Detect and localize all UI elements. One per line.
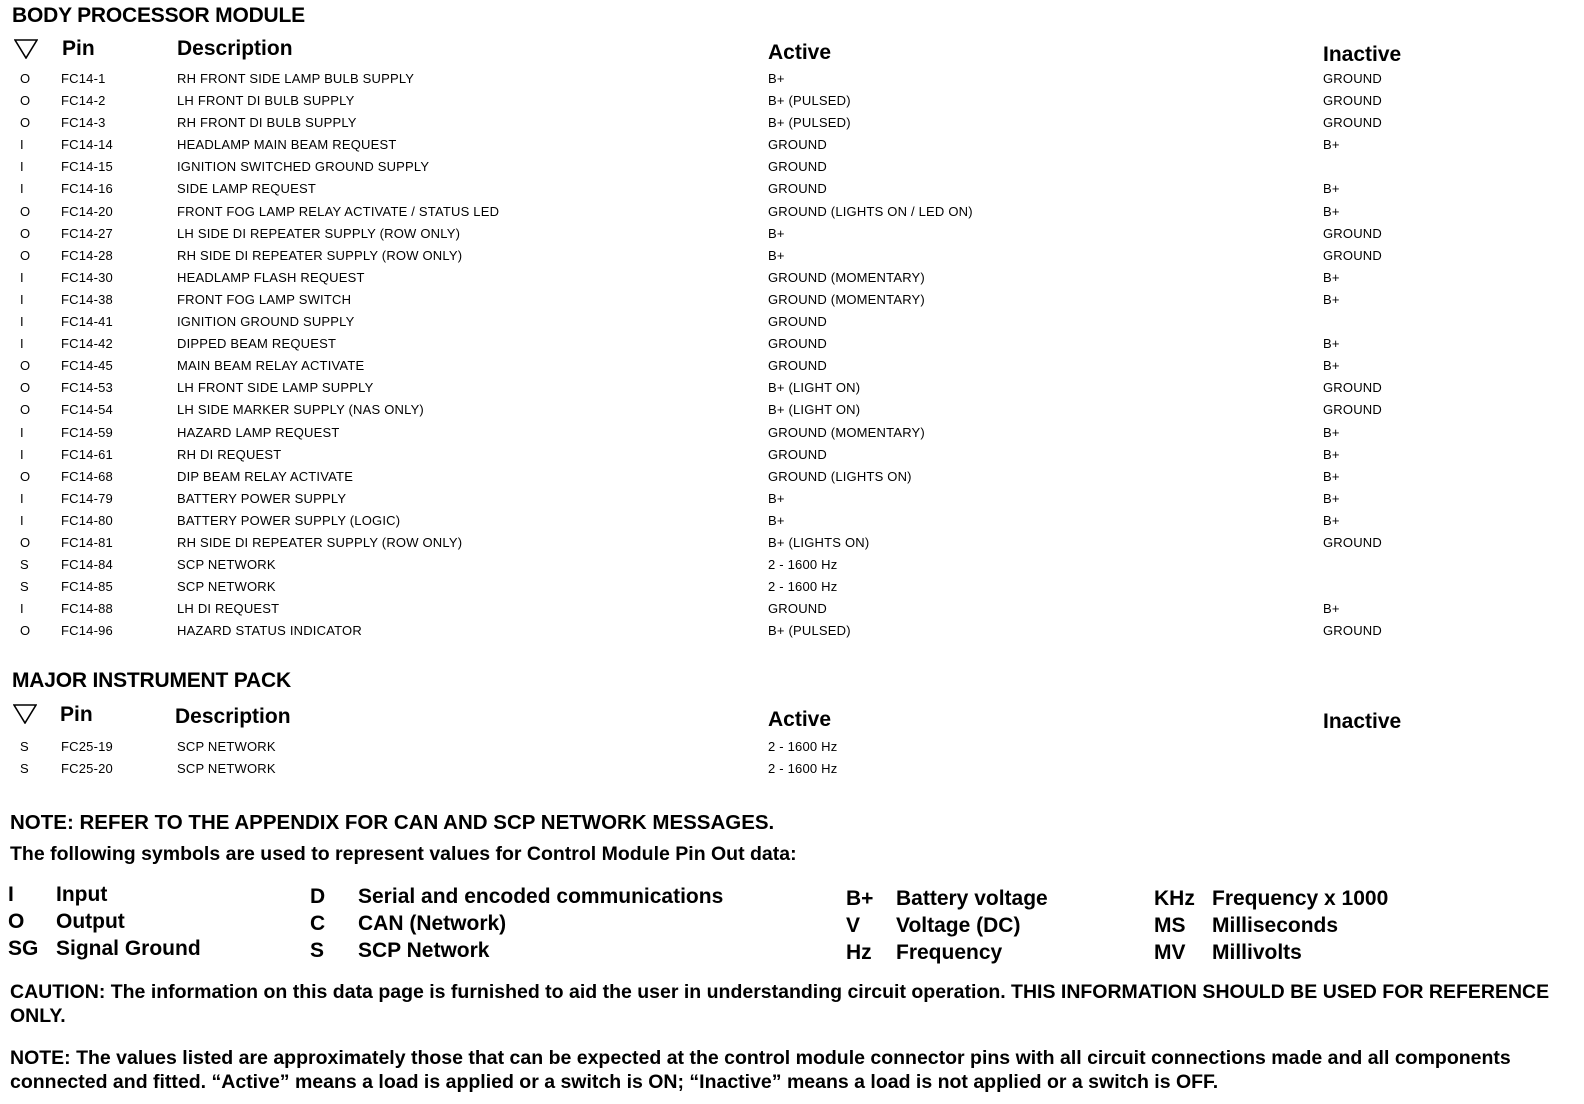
column-header-description: Description [175,705,291,728]
legend-symbol: B+ [846,887,874,910]
io-code: S [20,739,29,754]
active-value: B+ [768,512,785,528]
pin-id: FC14-27 [61,225,113,241]
io-code: O [20,247,31,263]
pin-description: BATTERY POWER SUPPLY (LOGIC) [177,512,401,528]
active-value: GROUND (LIGHTS ON) [768,468,912,484]
pin-id: FC14-30 [61,269,113,285]
table-row [0,178,1584,200]
legend-symbol: C [310,912,326,935]
active-value: B+ (LIGHT ON) [768,402,861,418]
active-value: B+ (LIGHTS ON) [768,534,870,550]
table-row [0,758,1584,780]
table-row [0,576,1584,598]
pin-description: IGNITION GROUND SUPPLY [177,314,355,330]
legend-symbol: KHz [1154,887,1195,910]
pin-description: RH SIDE DI REPEATER SUPPLY (ROW ONLY) [177,247,463,263]
table-row [0,444,1584,466]
io-code: S [20,579,29,595]
active-value: B+ [768,71,785,86]
inactive-value: B+ [1323,358,1340,374]
legend-meaning: Voltage (DC) [896,914,1021,937]
pin-id: FC14-88 [61,601,113,617]
legend-meaning: CAN (Network) [358,912,507,935]
io-code: I [20,490,24,506]
table-row [0,68,1584,90]
legend-meaning: Battery voltage [896,887,1048,910]
inactive-value: B+ [1323,601,1340,617]
active-value: B+ [768,247,785,263]
inactive-value: B+ [1323,512,1340,528]
column-header-active: Active [768,41,832,64]
active-value: GROUND [768,336,827,352]
table-row [0,201,1584,223]
pin-description: SCP NETWORK [177,579,276,595]
pin-description: LH SIDE MARKER SUPPLY (NAS ONLY) [177,402,424,418]
io-code: I [20,291,24,307]
table-row [0,311,1584,333]
pin-id: FC14-79 [61,490,113,506]
table-row [0,245,1584,267]
triangle-down-icon [14,39,38,59]
legend-symbol: Hz [846,941,872,964]
table-row [0,554,1584,576]
table-row [0,377,1584,399]
legend-meaning: SCP Network [358,939,490,962]
active-value: 2 - 1600 Hz [768,739,838,754]
active-value: GROUND (MOMENTARY) [768,424,925,440]
legend-meaning: Output [56,910,125,933]
io-code: O [20,358,31,374]
pin-id: FC14-85 [61,579,113,595]
active-value: GROUND [768,358,827,374]
io-code: I [20,181,24,197]
io-code: I [20,336,24,352]
inactive-value: GROUND [1323,93,1382,109]
table-row [0,399,1584,421]
pin-description: HAZARD LAMP REQUEST [177,424,340,440]
inactive-value: B+ [1323,291,1340,307]
table-row [0,488,1584,510]
legend-symbol: MV [1154,941,1186,964]
table-row [0,355,1584,377]
pin-id: FC14-61 [61,446,113,462]
pin-description: RH FRONT SIDE LAMP BULB SUPPLY [177,71,415,86]
pin-id: FC14-28 [61,247,113,263]
pin-id: FC14-53 [61,380,113,396]
inactive-value: B+ [1323,269,1340,285]
active-value: 2 - 1600 Hz [768,557,838,573]
pin-description: SCP NETWORK [177,557,276,573]
active-value: GROUND [768,137,827,153]
column-header-inactive: Inactive [1323,710,1402,733]
inactive-value: B+ [1323,336,1340,352]
section-title: BODY PROCESSOR MODULE [12,4,305,27]
caution-note: CAUTION: The information on this data page is furnished to aid the user in understanding circuit operation. THIS INFORMATION SHOULD BE USED FOR REFERENCE ONLY. [10,981,1550,1027]
pin-description: FRONT FOG LAMP RELAY ACTIVATE / STATUS LED [177,203,500,219]
inactive-value: GROUND [1323,225,1382,241]
io-code: S [20,557,29,573]
pin-description: SIDE LAMP REQUEST [177,181,316,197]
inactive-value: B+ [1323,446,1340,462]
active-value: GROUND (MOMENTARY) [768,269,925,285]
pin-description: HAZARD STATUS INDICATOR [177,623,362,639]
column-header-inactive: Inactive [1323,43,1402,66]
active-value: GROUND [768,181,827,197]
legend-symbol: D [310,885,326,908]
pin-id: FC14-59 [61,424,113,440]
io-code: O [20,623,31,639]
io-code: O [20,402,31,418]
active-value: 2 - 1600 Hz [768,761,838,777]
pin-description: LH SIDE DI REPEATER SUPPLY (ROW ONLY) [177,225,461,241]
io-code: I [20,512,24,528]
inactive-value: B+ [1323,468,1340,484]
io-code: I [20,269,24,285]
legend-meaning: Millivolts [1212,941,1302,964]
pin-id: FC14-2 [61,93,106,109]
pin-description: HEADLAMP MAIN BEAM REQUEST [177,137,397,153]
pin-description: LH DI REQUEST [177,601,280,617]
pin-id: FC14-41 [61,314,113,330]
pin-id: FC14-16 [61,181,113,197]
pin-id: FC25-20 [61,761,113,777]
inactive-value: GROUND [1323,115,1382,131]
io-code: I [20,424,24,440]
legend-symbol: S [310,939,325,962]
io-code: I [20,446,24,462]
table-row [0,466,1584,488]
inactive-value: B+ [1323,181,1340,197]
table-row [0,267,1584,289]
io-code: O [20,380,31,396]
pin-description: RH FRONT DI BULB SUPPLY [177,115,357,131]
active-value: B+ [768,490,785,506]
inactive-value: GROUND [1323,247,1382,263]
pin-id: FC14-68 [61,468,113,484]
inactive-value: GROUND [1323,71,1382,86]
pin-id: FC14-45 [61,358,113,374]
inactive-value: B+ [1323,424,1340,440]
io-code: I [20,159,24,175]
table-row [0,156,1584,178]
column-header-description: Description [177,37,293,60]
legend-meaning: Input [56,883,108,906]
legend-meaning: Signal Ground [56,937,201,960]
table-row [0,223,1584,245]
legend-symbol: MS [1154,914,1186,937]
table-row [0,90,1584,112]
io-code: O [20,71,31,86]
pin-description: LH FRONT DI BULB SUPPLY [177,93,355,109]
io-code: O [20,115,31,131]
io-code: O [20,534,31,550]
pin-id: FC14-81 [61,534,113,550]
major-instrument-pack-section [0,668,1584,788]
table-row [0,422,1584,444]
legend-meaning: Milliseconds [1212,914,1339,937]
active-value: GROUND [768,446,827,462]
table-row [0,598,1584,620]
io-code: I [20,314,24,330]
inactive-value: GROUND [1323,402,1382,418]
pin-id: FC14-15 [61,159,113,175]
active-value: GROUND (MOMENTARY) [768,291,925,307]
inactive-value: GROUND [1323,380,1382,396]
table-row [0,134,1584,156]
symbols-intro: The following symbols are used to represent values for Control Module Pin Out data: [10,843,797,865]
column-header-pin: Pin [62,37,95,60]
legend-symbol: V [846,914,861,937]
pin-description: SCP NETWORK [177,739,276,754]
pin-description: LH FRONT SIDE LAMP SUPPLY [177,380,374,396]
active-value: GROUND (LIGHTS ON / LED ON) [768,203,973,219]
pin-description: FRONT FOG LAMP SWITCH [177,291,352,307]
pin-id: FC14-54 [61,402,113,418]
legend-symbol: O [8,910,25,933]
pin-id: FC14-84 [61,557,113,573]
io-code: O [20,203,31,219]
pin-id: FC14-38 [61,291,113,307]
legend-symbol: I [8,883,14,906]
inactive-value: GROUND [1323,623,1382,639]
active-value: B+ [768,225,785,241]
values-note: NOTE: The values listed are approximately those that can be expected at the control module connector pins with all circuit connections made and all components connected and fitted. “Active” means a load is applied or a switch is ON; “Inactive” means a load is not applied or a switch is OFF. [10,1047,1511,1093]
active-value: B+ (PULSED) [768,93,851,109]
pin-id: FC14-80 [61,512,113,528]
inactive-value: B+ [1323,203,1340,219]
legend-meaning: Frequency x 1000 [1212,887,1389,910]
active-value: B+ (PULSED) [768,623,851,639]
pin-description: RH SIDE DI REPEATER SUPPLY (ROW ONLY) [177,534,463,550]
io-code: I [20,137,24,153]
pin-description: DIPPED BEAM REQUEST [177,336,337,352]
pin-description: MAIN BEAM RELAY ACTIVATE [177,358,365,374]
active-value: 2 - 1600 Hz [768,579,838,595]
inactive-value: B+ [1323,490,1340,506]
table-row [0,532,1584,554]
pin-table [0,736,1584,780]
symbol-legend [0,881,1584,964]
pin-id: FC14-14 [61,137,113,153]
io-code: I [20,601,24,617]
active-value: B+ (LIGHT ON) [768,380,861,396]
io-code: O [20,468,31,484]
table-row [0,736,1584,758]
legend-meaning: Serial and encoded communications [358,885,724,908]
pin-description: RH DI REQUEST [177,446,282,462]
table-row [0,620,1584,642]
triangle-down-icon [13,704,37,724]
pin-id: FC14-42 [61,336,113,352]
pin-description: IGNITION SWITCHED GROUND SUPPLY [177,159,430,175]
column-header-active: Active [768,708,832,731]
active-value: B+ (PULSED) [768,115,851,131]
active-value: GROUND [768,159,827,175]
pin-id: FC14-3 [61,115,106,131]
table-row [0,112,1584,134]
pin-description: HEADLAMP FLASH REQUEST [177,269,365,285]
pin-description: DIP BEAM RELAY ACTIVATE [177,468,354,484]
table-row [0,333,1584,355]
column-header-pin: Pin [60,703,93,726]
io-code: O [20,225,31,241]
legend-symbol: SG [8,937,39,960]
io-code: O [20,93,31,109]
appendix-note: NOTE: REFER TO THE APPENDIX FOR CAN AND SCP NETWORK MESSAGES. [10,811,775,834]
pin-id: FC14-96 [61,623,113,639]
section-title: MAJOR INSTRUMENT PACK [12,669,291,692]
pin-description: BATTERY POWER SUPPLY [177,490,347,506]
pin-id: FC25-19 [61,739,113,754]
table-row [0,510,1584,532]
active-value: GROUND [768,314,827,330]
io-code: S [20,761,29,777]
inactive-value: GROUND [1323,534,1382,550]
legend-meaning: Frequency [896,941,1003,964]
pin-description: SCP NETWORK [177,761,276,777]
pin-table [0,68,1584,642]
pin-id: FC14-20 [61,203,113,219]
table-row [0,289,1584,311]
active-value: GROUND [768,601,827,617]
inactive-value: B+ [1323,137,1340,153]
pin-id: FC14-1 [61,71,106,86]
